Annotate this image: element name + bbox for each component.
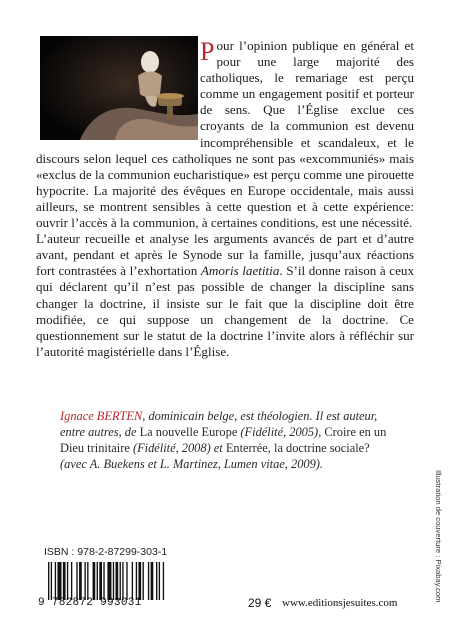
publisher-website: www.editionsjesuites.com	[282, 597, 398, 609]
bio-text-2: (Fidélité, 2005),	[237, 425, 325, 439]
summary-paragraph-2	[36, 231, 414, 360]
ean-barcode-icon	[46, 562, 216, 600]
isbn-label: ISBN : 978-2-87299-303-1	[44, 546, 168, 558]
bio-text-4: (avec A. Buekens et L. Martinez, Lumen vitae, 2009).	[60, 457, 324, 471]
bio-book-2: Croire en un Dieu trinitaire	[60, 425, 387, 455]
bio-text-1: , dominicain belge, est théologien. Il est auteur, entre autres, de	[60, 409, 378, 439]
author-bio	[60, 408, 390, 472]
price: 29 €	[248, 596, 272, 610]
cover-credit: Illustration de couverture : Pixabay.com	[434, 470, 443, 603]
summary-paragraph-2-text-b: . S’il donne raison à ceux qui déclarent qu’il n’est pas possible de changer la discipline sans changer la doctrine, il insiste sur le fait que la discipline doit être modifiée, ce qui suppose un changement de la doctrine. Ce questionnement sur le statut de la doctrine l’invite alors à réfléchir sur l’autorité magistérielle dans l’Église.	[36, 263, 415, 359]
summary-text	[36, 38, 414, 360]
summary-paragraph-1-text: our l’opinion publique en général et pour une large majorité des catholiques, le remariage est perçu comme un engagement positif et porteur de sens. Que l’Église exclue ces croyants de la communion est devenu incompréhensible et scandaleux, et le discours selon lequel ces catholiques ne sont pas «excommuniés» mais «exclus de la communion eucharistique» est perçu comme une pirouette hypocrite. La majorité des évêques en Europe occidentale, mais aussi ailleurs, se montrent sensibles à cette question et à cette expérience: ouvrir l’accès à la communion, à certaines conditions, est une nécessité.	[36, 38, 414, 231]
summary-paragraph-2-text-a: L’auteur recueille et analyse les arguments avancés de part et d’autre avant, pendant et après le Synode sur la famille, jusqu’aux réactions fort contrastées à l’exhortation	[36, 231, 414, 279]
bio-book-1: La nouvelle Europe	[139, 425, 238, 439]
photo-spacer	[36, 40, 200, 144]
bio-book-3: Enterrée, la doctrine sociale?	[225, 441, 370, 455]
barcode-digits: 9 782872 993031	[38, 597, 142, 609]
bio-text-3: (Fidélité, 2008) et	[129, 441, 226, 455]
exhortation-title: Amoris laetitia	[200, 263, 280, 279]
drop-cap: P	[200, 37, 215, 66]
author-name: Ignace BERTEN	[60, 409, 143, 423]
